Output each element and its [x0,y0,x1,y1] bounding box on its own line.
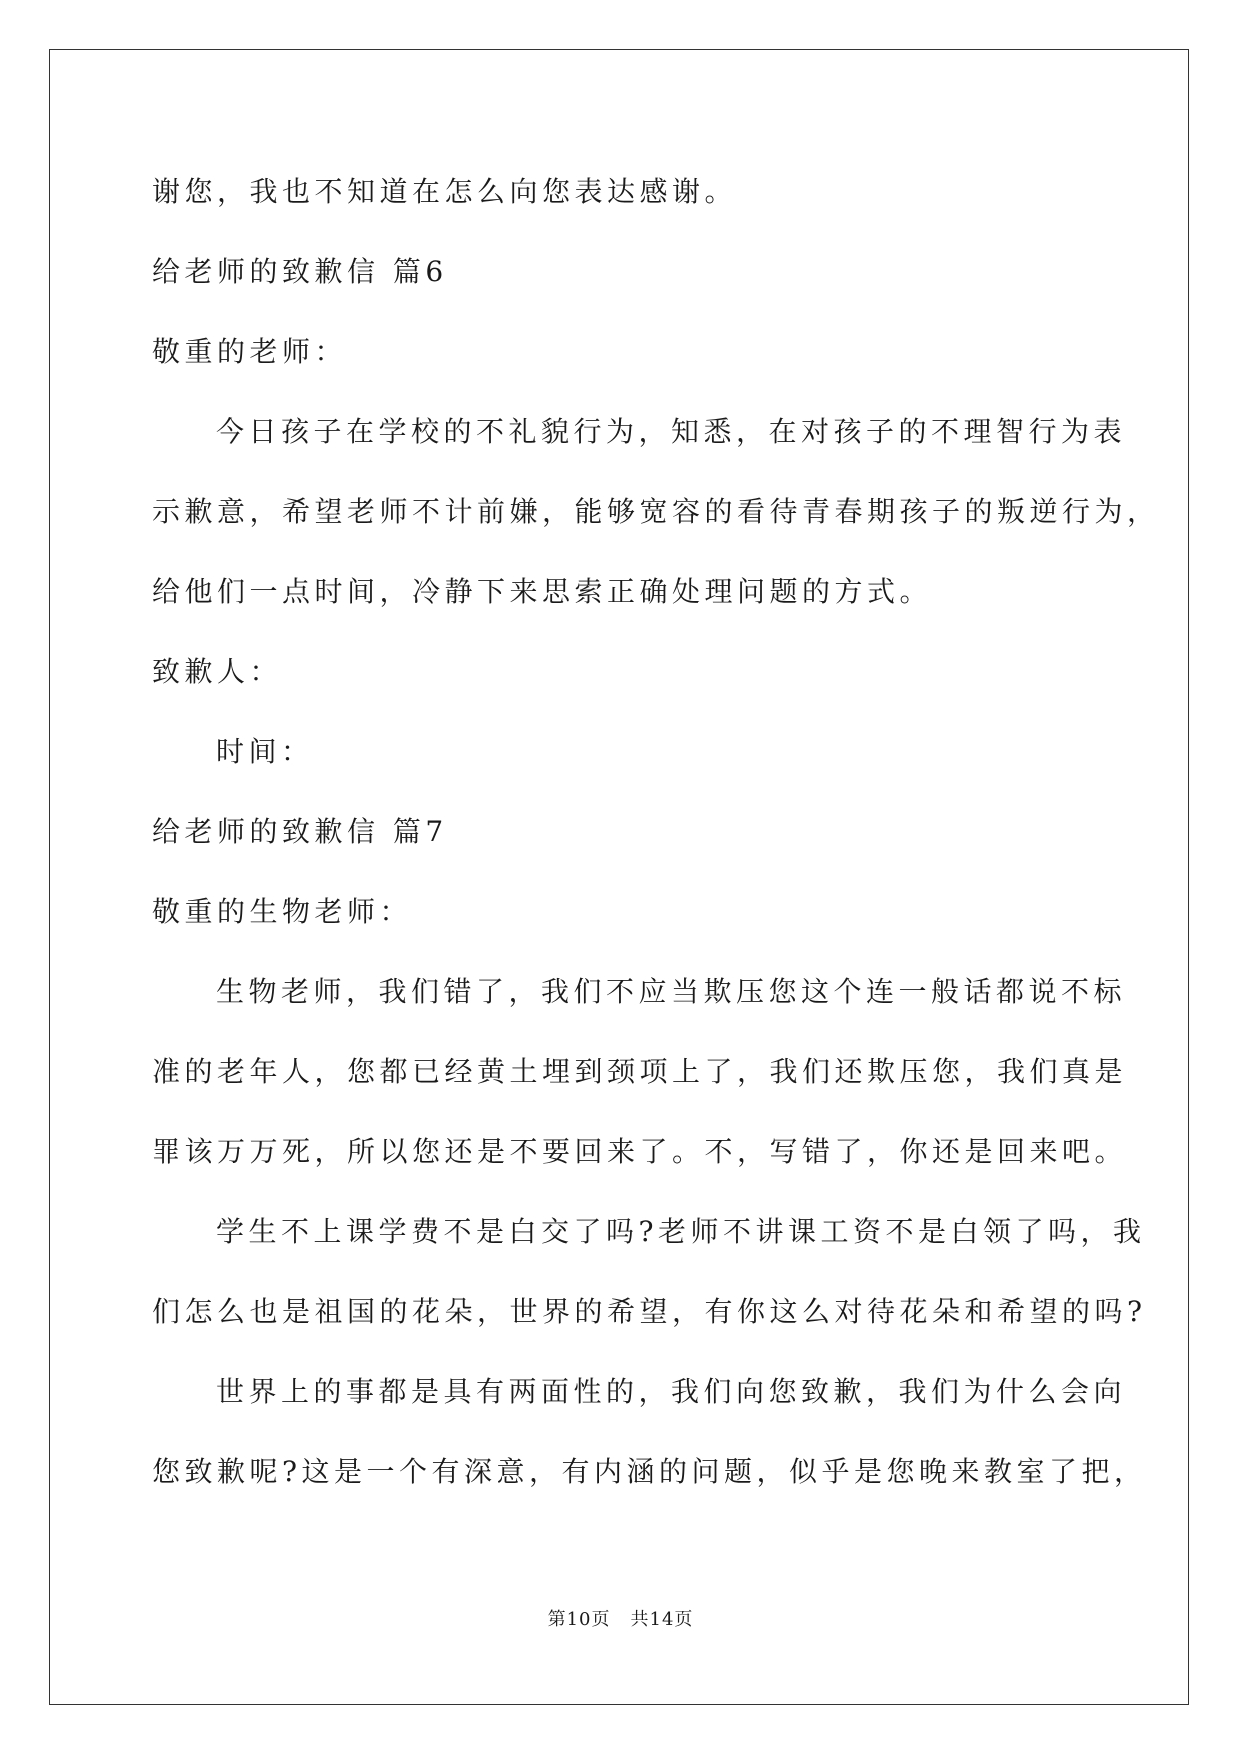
paragraph-line: 们怎么也是祖国的花朵，世界的希望，有你这么对待花朵和希望的吗? [152,1295,1147,1328]
paragraph-line: 您致歉呢?这是一个有深意，有内涵的问题，似乎是您晚来教室了把， [152,1455,1147,1488]
paragraph-line: 世界上的事都是具有两面性的，我们向您致歉，我们为什么会向 [216,1375,1127,1408]
paragraph-line: 准的老年人，您都已经黄土埋到颈项上了，我们还欺压您，我们真是 [152,1055,1128,1088]
text-line: 谢您，我也不知道在怎么向您表达感谢。 [152,175,738,208]
paragraph-line: 给他们一点时间，冷静下来思索正确处理问题的方式。 [152,575,933,608]
signature-label: 致歉人： [152,655,283,688]
page-total: 共14页 [630,1609,694,1630]
paragraph-line: 示歉意，希望老师不计前嫌，能够宽容的看待青春期孩子的叛逆行为， [152,495,1160,528]
salutation: 敬重的老师： [152,335,348,368]
salutation: 敬重的生物老师： [152,895,413,928]
page-footer [0,1608,1241,1632]
section-heading-6: 给老师的致歉信 篇6 [152,255,448,288]
page-number: 第10页 [547,1609,611,1630]
paragraph-line: 罪该万万死，所以您还是不要回来了。不，写错了，你还是回来吧。 [152,1135,1128,1168]
paragraph-line: 生物老师，我们错了，我们不应当欺压您这个连一般话都说不标 [216,975,1127,1008]
date-label: 时间： [216,735,314,768]
section-heading-7: 给老师的致歉信 篇7 [152,815,448,848]
paragraph-line: 今日孩子在学校的不礼貌行为，知悉，在对孩子的不理智行为表 [216,415,1127,448]
paragraph-line: 学生不上课学费不是白交了吗?老师不讲课工资不是白领了吗，我 [216,1215,1146,1248]
